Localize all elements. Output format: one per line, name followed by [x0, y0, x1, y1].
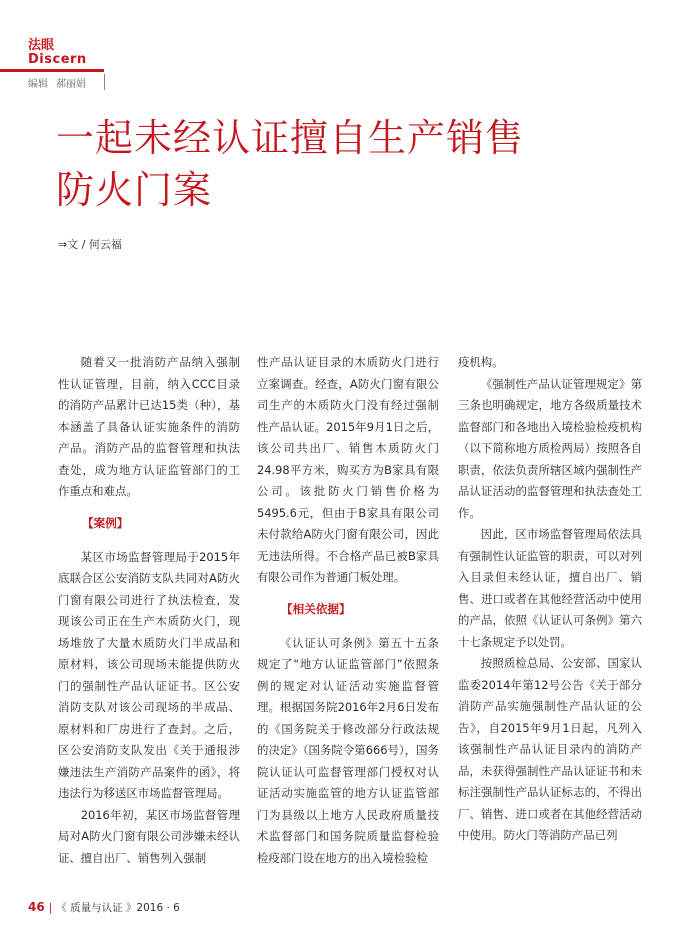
paragraph: 《强制性产品认证管理规定》第三条也明确规定，地方各级质量技术监督部门和各地出入境检验检疫机构（以下简称地方质检两局）按照各自职责，依法负责所辖区域内强制性产品认证活动的监督管理和执法查处工作。 — [458, 376, 642, 520]
editor-credit — [28, 75, 86, 90]
column-tag: 法眼 — [28, 38, 55, 53]
journal-name: 《 质量与认证 》2016 · 6 — [56, 902, 180, 914]
page-footer: 46 | 《 质量与认证 》2016 · 6 — [28, 900, 180, 914]
paragraph: 因此，区市场监督管理局依法具有强制性认证监管的职责，可以对列入目录但未经认证，擅自出厂、销售、进口或者在其他经营活动中使用的产品，依照《认证认可条例》第六十七条规定予以处罚。 — [458, 527, 642, 649]
paragraph: 2016年初，某区市场监督管理局对A防火门窗有限公司涉嫌未经认证、擅自出厂、销售列入强制 — [58, 807, 240, 865]
page-number: 46 — [28, 900, 45, 914]
section-heading-case: 【案例】 — [82, 515, 129, 530]
paragraph: 某区市场监督管理局于2015年底联合区公安消防支队共同对A防火门窗有限公司进行了执法检查，发现该公司正在生产木质防火门，现场堆放了大量木质防火门半成品和原材料，该公司现场未能提供防火门的强制性产品认证证书。区公安消防支队对该公司现场的半成品、原材料和厂房进行了查封。之后，区公安消防支队发出《关于通报涉嫌违法生产消防产品案件的函》，将违法行为移送区市场监督管理局。 — [58, 549, 240, 800]
section-heading-basis: 【相关依据】 — [281, 601, 351, 616]
header-divider — [104, 74, 105, 90]
title-line-1: 一起未经认证擅自生产销售 — [56, 116, 525, 160]
article-title — [56, 112, 656, 216]
paragraph: 《认证认可条例》第五十五条规定了“地方认证监管部门”依照条例的规定对认证活动实施监督管理。根据国务院2016年2月6日发布的《国务院关于修改部分行政法规的决定》（国务院令第666号），国务院认证认可监督管理部门授权对认证活动实施监管的地方认证监管部门为县级以上地方人民政府质量技术监督部门和国务院质量监督检验检疫部门设在地方的出入境检验检 — [257, 635, 439, 865]
column-tag-english: Discern — [28, 52, 87, 67]
text-column-2 — [257, 352, 439, 869]
paragraph: 随着又一批消防产品纳入强制性认证管理，目前，纳入CCC目录的消防产品累计已达15类（种），基本涵盖了具备认证实施条件的消防产品。消防产品的监督管理和执法查处，成为地方认证监管部门的工作重点和难点。 — [58, 355, 240, 498]
editor-name: 郝丽娟 — [56, 79, 86, 90]
editor-label: 编辑 — [28, 79, 48, 90]
paragraph: 性产品认证目录的木质防火门进行立案调查。经查，A防火门窗有限公司生产的木质防火门没有经过强制性产品认证。2015年9月1日之后，该公司共出厂、销售木质防火门24.98平方米，购买方为B家具有限公司。该批防火门销售价格为5495.6元，但由于B家具有限公司未付款给A防火门窗有限公司，因此无违法所得。不合格产品已被B家具有限公司作为普通门板处理。 — [257, 355, 439, 584]
paragraph: 疫机构。 — [458, 355, 504, 369]
text-column-3 — [458, 352, 642, 847]
header-rule — [0, 69, 104, 72]
author-byline: ⇒文 / 何云福 — [58, 238, 122, 251]
paragraph: 按照质检总局、公安部、国家认监委2014年第12号公告《关于部分消防产品实施强制性产品认证的公告》，自2015年9月1日起，凡列入该强制性产品认证目录内的消防产品，未获得强制性产品认证证书和未标注强制性产品认证标志的，不得出厂、销售、进口或者在其他经营活动中使用。防火门等消防产品已列 — [458, 656, 642, 842]
title-line-2: 防火门案 — [56, 168, 213, 212]
text-column-1 — [58, 352, 240, 869]
